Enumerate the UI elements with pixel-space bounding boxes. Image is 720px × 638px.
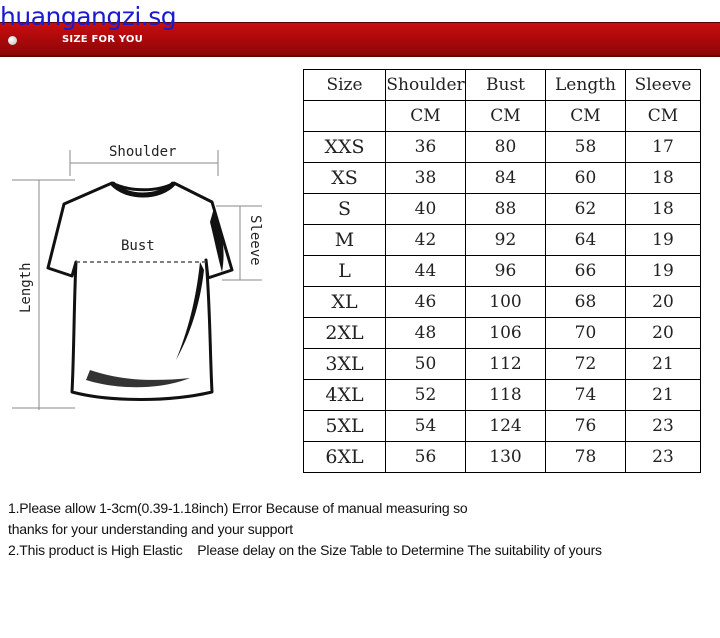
unit-cell: CM: [466, 101, 546, 132]
table-cell: 72: [546, 349, 626, 380]
table-row: [304, 163, 701, 194]
table-cell: 17: [626, 132, 701, 163]
table-cell: 23: [626, 442, 701, 473]
table-header-row: [304, 70, 701, 101]
note-line: 2.This product is High Elastic Please delay on the Size Table to Determine The suitability of yours: [8, 542, 602, 558]
table-cell: 23: [626, 411, 701, 442]
table-cell: 76: [546, 411, 626, 442]
table-cell: 50: [386, 349, 466, 380]
table-cell: 78: [546, 442, 626, 473]
size-cell: 5XL: [304, 411, 386, 442]
table-cell: 38: [386, 163, 466, 194]
table-cell: 42: [386, 225, 466, 256]
table-cell: 96: [466, 256, 546, 287]
size-cell: L: [304, 256, 386, 287]
table-cell: 118: [466, 380, 546, 411]
bust-label: Bust: [121, 238, 155, 254]
notes: [8, 498, 602, 561]
table-cell: 124: [466, 411, 546, 442]
tshirt-outline: [48, 183, 232, 400]
table-row: [304, 442, 701, 473]
table-cell: 70: [546, 318, 626, 349]
table-cell: 106: [466, 318, 546, 349]
table-cell: 36: [386, 132, 466, 163]
table-cell: 20: [626, 318, 701, 349]
table-cell: 19: [626, 225, 701, 256]
table-cell: 62: [546, 194, 626, 225]
unit-cell: [304, 101, 386, 132]
watermark: huangangzi.sg: [0, 2, 177, 31]
tshirt-measure-diagram: [0, 140, 300, 430]
unit-cell: CM: [626, 101, 701, 132]
size-cell: 2XL: [304, 318, 386, 349]
size-cell: XS: [304, 163, 386, 194]
table-row: [304, 194, 701, 225]
table-cell: 66: [546, 256, 626, 287]
size-cell: XL: [304, 287, 386, 318]
size-cell: XXS: [304, 132, 386, 163]
table-cell: 48: [386, 318, 466, 349]
size-cell: M: [304, 225, 386, 256]
size-table: [303, 69, 701, 473]
banner-title: SIZE FOR YOU: [62, 34, 143, 45]
bullet-icon: [8, 36, 17, 45]
table-row: [304, 380, 701, 411]
table-cell: 80: [466, 132, 546, 163]
header-cell: Shoulder: [386, 70, 466, 101]
sleeve-label: Sleeve: [247, 215, 263, 266]
header-cell: Length: [546, 70, 626, 101]
table-cell: 56: [386, 442, 466, 473]
table-row: [304, 318, 701, 349]
table-cell: 44: [386, 256, 466, 287]
size-cell: 6XL: [304, 442, 386, 473]
table-cell: 40: [386, 194, 466, 225]
size-cell: 3XL: [304, 349, 386, 380]
table-cell: 21: [626, 349, 701, 380]
header-cell: Size: [304, 70, 386, 101]
table-cell: 64: [546, 225, 626, 256]
length-label: Length: [18, 262, 34, 313]
table-cell: 60: [546, 163, 626, 194]
table-cell: 54: [386, 411, 466, 442]
table-cell: 92: [466, 225, 546, 256]
table-cell: 21: [626, 380, 701, 411]
table-cell: 52: [386, 380, 466, 411]
size-cell: S: [304, 194, 386, 225]
table-row: [304, 132, 701, 163]
shoulder-label: Shoulder: [109, 144, 177, 160]
table-row: [304, 349, 701, 380]
table-row: [304, 287, 701, 318]
header-cell: Sleeve: [626, 70, 701, 101]
table-cell: 20: [626, 287, 701, 318]
table-cell: 18: [626, 194, 701, 225]
table-row: [304, 411, 701, 442]
table-cell: 58: [546, 132, 626, 163]
table-cell: 68: [546, 287, 626, 318]
table-row: [304, 225, 701, 256]
size-cell: 4XL: [304, 380, 386, 411]
table-cell: 112: [466, 349, 546, 380]
table-cell: 100: [466, 287, 546, 318]
table-cell: 84: [466, 163, 546, 194]
table-cell: 18: [626, 163, 701, 194]
unit-cell: CM: [386, 101, 466, 132]
note-line: thanks for your understanding and your support: [8, 521, 293, 537]
table-cell: 130: [466, 442, 546, 473]
table-cell: 46: [386, 287, 466, 318]
table-row: [304, 256, 701, 287]
table-cell: 19: [626, 256, 701, 287]
table-cell: 88: [466, 194, 546, 225]
header-cell: Bust: [466, 70, 546, 101]
table-unit-row: [304, 101, 701, 132]
table-cell: 74: [546, 380, 626, 411]
note-line: 1.Please allow 1-3cm(0.39-1.18inch) Error Because of manual measuring so: [8, 500, 468, 516]
unit-cell: CM: [546, 101, 626, 132]
